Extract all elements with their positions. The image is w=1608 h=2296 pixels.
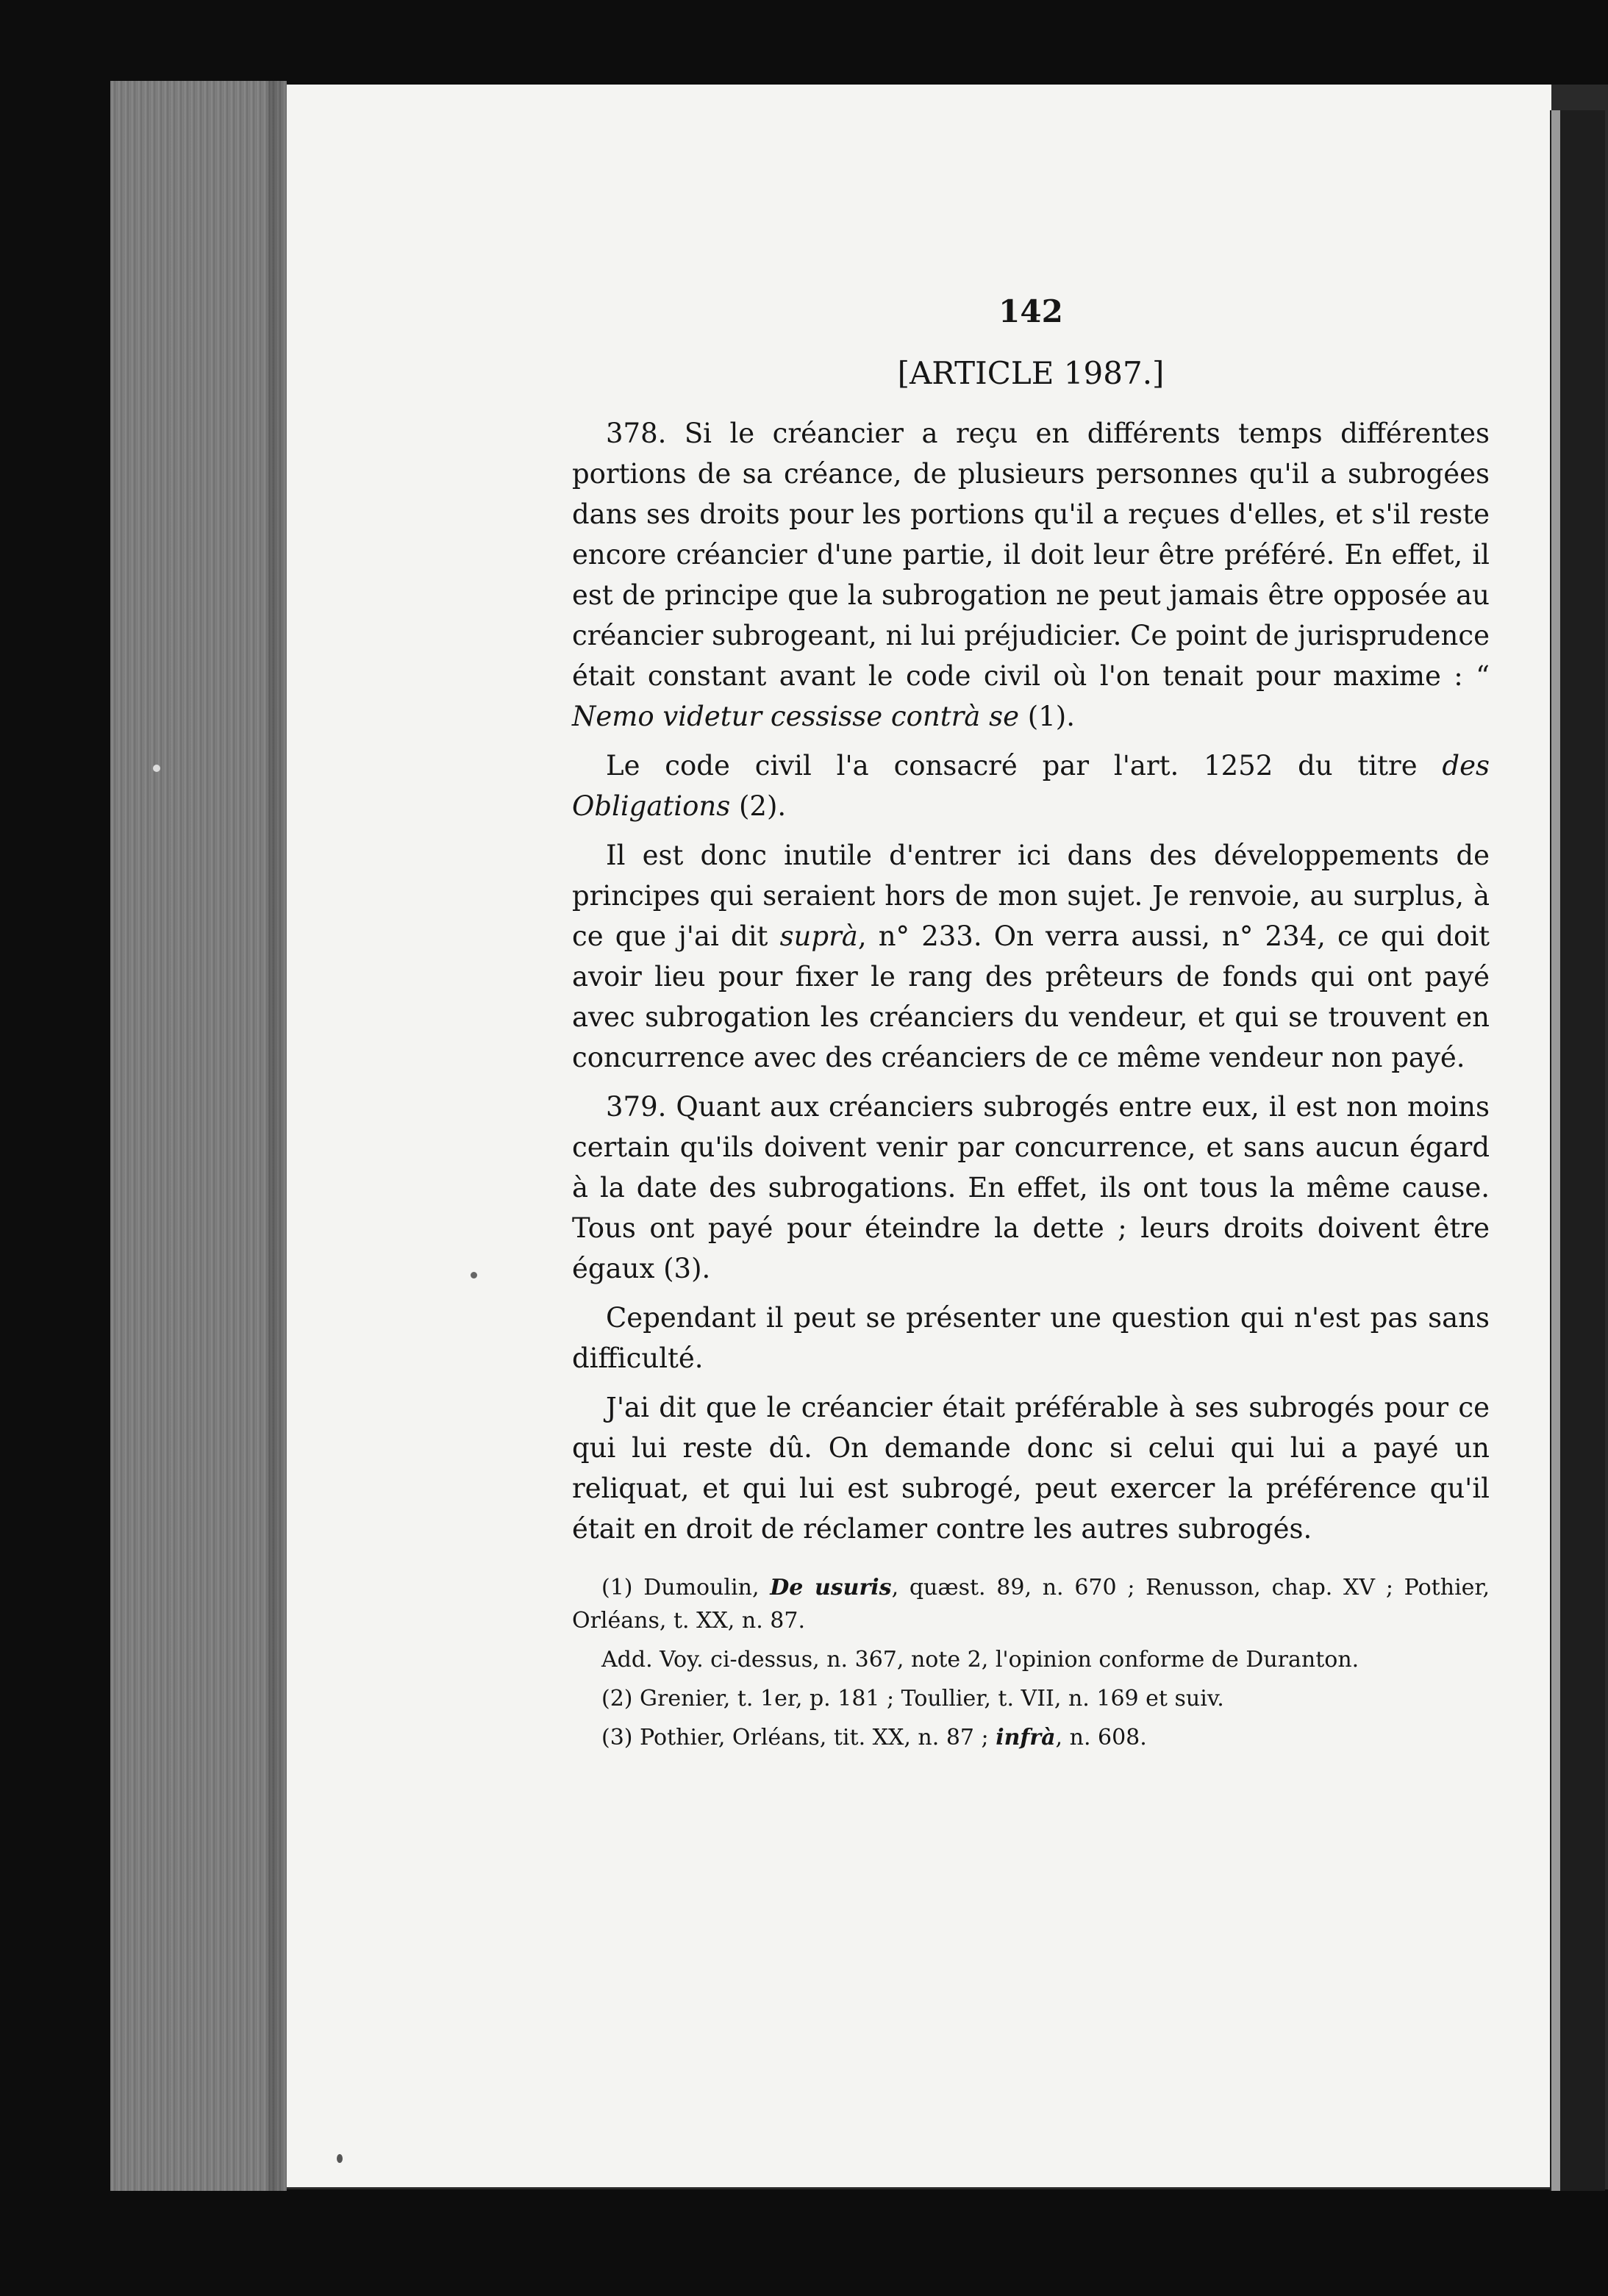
paragraph: Il est donc inutile d'entrer ici dans des développements de principes qui seraient hors de mon sujet. Je renvoie, au surplus, à ce que j'ai dit suprà, n° 233. On verra aussi, n° 234, ce qui doit avoir lieu pour fixer le rang des prêteurs de fonds qui ont payé avec subrogation les créanciers du vendeur, et qui se trouvent en concurrence avec des créanciers de ce même vendeur non payé. bbox=[572, 840, 1490, 1073]
paragraph: 379. Quant aux créanciers subrogés entre eux, il est non moins certain qu'ils doivent venir par concurrence, et sans aucun égard à la date des subrogations. En effet, ils ont tous la même cause. Tous ont payé pour éteindre la dette ; leurs droits doivent être égaux (3). bbox=[572, 1091, 1490, 1284]
paragraph: 378. Si le créancier a reçu en différents temps différentes portions de sa créance, de plusieurs personnes qu'il a subrogées dans ses droits pour les portions qu'il a reçues d'elles, et s'il reste encore créancier d'une partie, il doit leur être préféré. En effet, il est de principe que la subrogation ne peut jamais être opposée au créancier subrogeant, ni lui préjudicier. Ce point de jurisprudence était constant avant le code civil où l'on tenait pour maxime : “ Nemo videtur cessisse contrà se (1). bbox=[572, 418, 1490, 732]
page-content bbox=[572, 294, 1490, 1760]
scan-border-left bbox=[0, 0, 110, 2296]
paper-speck bbox=[471, 1272, 477, 1278]
body-text bbox=[572, 413, 1490, 1549]
footnote: (3) Pothier, Orléans, tit. XX, n. 87 ; infrà, n. 608. bbox=[601, 1725, 1147, 1750]
paragraph: Le code civil l'a consacré par l'art. 1252 du titre des Obligations (2). bbox=[572, 750, 1490, 822]
footnote: (1) Dumoulin, De usuris, quæst. 89, n. 670 ; Renusson, chap. XV ; Pothier, Orléans, t. XX, n. 87. bbox=[572, 1575, 1490, 1634]
paper-speck bbox=[337, 2154, 343, 2163]
paragraph: J'ai dit que le créancier était préférable à ses subrogés pour ce qui lui reste dû. On demande donc si celui qui lui a payé un reliquat, et qui lui est subrogé, peut exercer la préférence qu'il était en droit de réclamer contre les autres subrogés. bbox=[572, 1392, 1490, 1545]
footnote: (2) Grenier, t. 1er, p. 181 ; Toullier, t. VII, n. 169 et suiv. bbox=[601, 1686, 1224, 1712]
paragraph: Cependant il peut se présenter une question qui n'est pas sans difficulté. bbox=[572, 1302, 1490, 1374]
scan-border-top bbox=[0, 0, 1608, 85]
footnotes bbox=[572, 1571, 1490, 1754]
scan-border-bottom bbox=[0, 2189, 1608, 2296]
page-edge-right bbox=[1551, 110, 1560, 2191]
article-heading: [ARTICLE 1987.] bbox=[897, 355, 1165, 391]
paper-speck bbox=[153, 765, 160, 772]
book-spine-edge bbox=[110, 81, 287, 2191]
page-number: 142 bbox=[998, 293, 1063, 329]
footnote: Add. Voy. ci-dessus, n. 367, note 2, l'opinion conforme de Duranton. bbox=[601, 1647, 1359, 1673]
